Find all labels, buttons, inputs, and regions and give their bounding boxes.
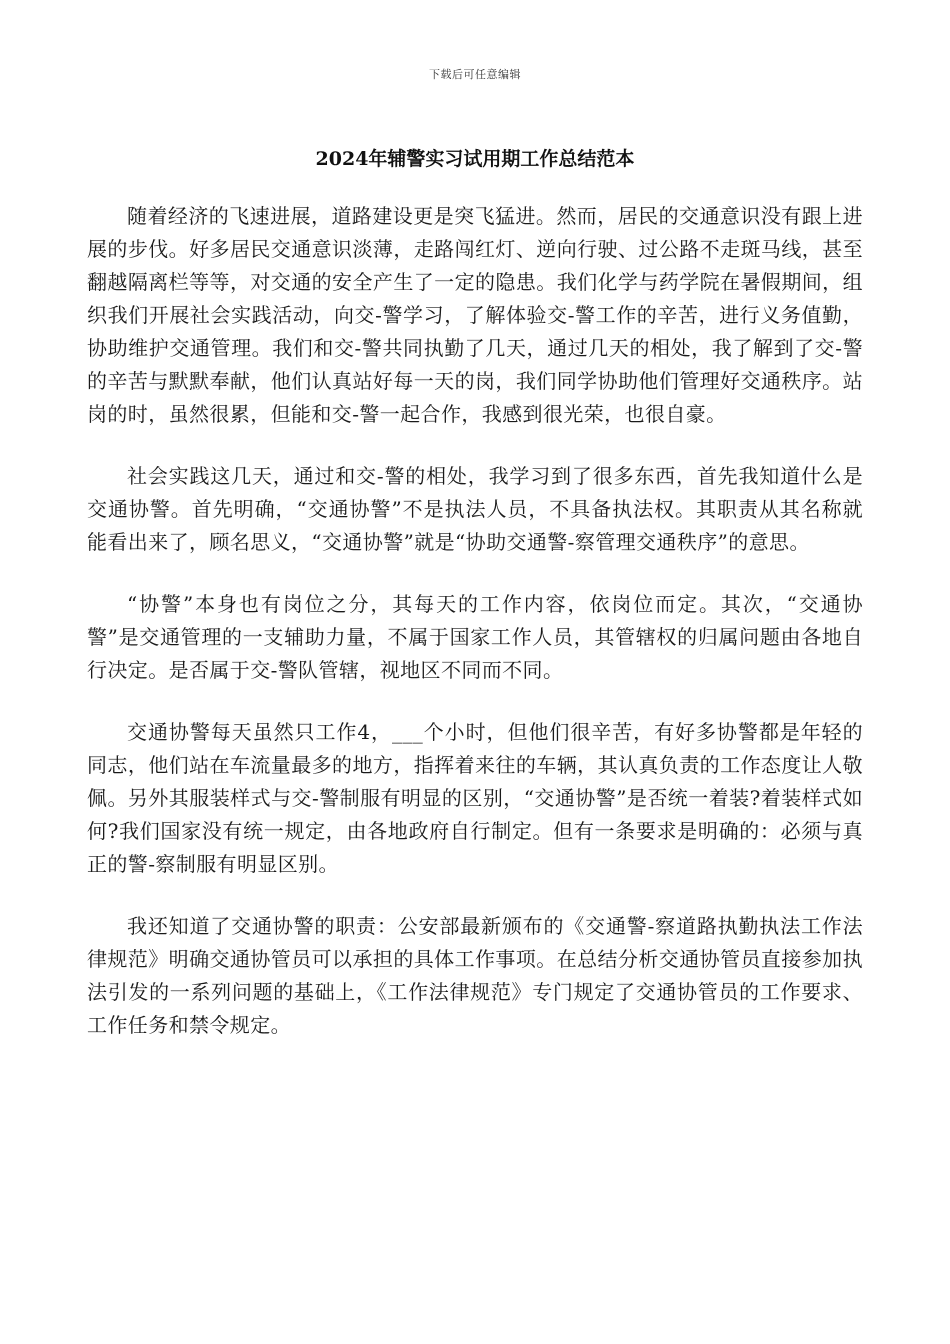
header-note: 下载后可任意编辑 (429, 68, 521, 81)
paragraph: 我还知道了交通协警的职责：公安部最新颁布的《交通警-察道路执勤执法工作法律规范》明确交通协管员可以承担的具体工作事项。在总结分析交通协管员直接参加执法引发的一系列问题的基础上，《工作法律规范》专门规定了交通协管员的工作要求、工作任务和禁令规定。 (87, 914, 863, 1037)
document-title: 2024年辅警实习试用期工作总结范本 (315, 148, 635, 170)
paragraph: 交通协警每天虽然只工作4，___个小时，但他们很辛苦，有好多协警都是年轻的同志，他们站在车流量最多的地方，指挥着来往的车辆，其认真负责的工作态度让人敬佩。另外其服装样式与交-警制服有明显的区别，“交通协警”是否统一着装?着装样式如何?我们国家没有统一规定，由各地政府自行制定。但有一条要求是明确的：必须与真正的警-察制服有明显区别。 (87, 720, 863, 876)
paragraph: 随着经济的飞速进展，道路建设更是突飞猛进。然而，居民的交通意识没有跟上进展的步伐。好多居民交通意识淡薄，走路闯红灯、逆向行驶、过公路不走斑马线，甚至翻越隔离栏等等，对交通的安全产生了一定的隐患。我们化学与药学院在暑假期间，组织我们开展社会实践活动，向交-警学习，了解体验交-警工作的辛苦，进行义务值勤，协助维护交通管理。我们和交-警共同执勤了几天，通过几天的相处，我了解到了交-警的辛苦与默默奉献，他们认真站好每一天的岗，我们同学协助他们管理好交通秩序。站岗的时，虽然很累，但能和交-警一起合作，我感到很光荣，也很自豪。 (87, 204, 863, 426)
paragraph: “协警”本身也有岗位之分，其每天的工作内容，依岗位而定。其次，“交通协警”是交通管理的一支辅助力量，不属于国家工作人员，其管辖权的归属问题由各地自行决定。是否属于交-警队管辖，视地区不同而不同。 (87, 592, 863, 682)
paragraph: 社会实践这几天，通过和交-警的相处，我学习到了很多东西，首先我知道什么是交通协警。首先明确，“交通协警”不是执法人员，不具备执法权。其职责从其名称就能看出来了，顾名思义，“交通协警”就是“协助交通警-察管理交通秩序”的意思。 (87, 464, 863, 554)
document-body (87, 200, 863, 1071)
